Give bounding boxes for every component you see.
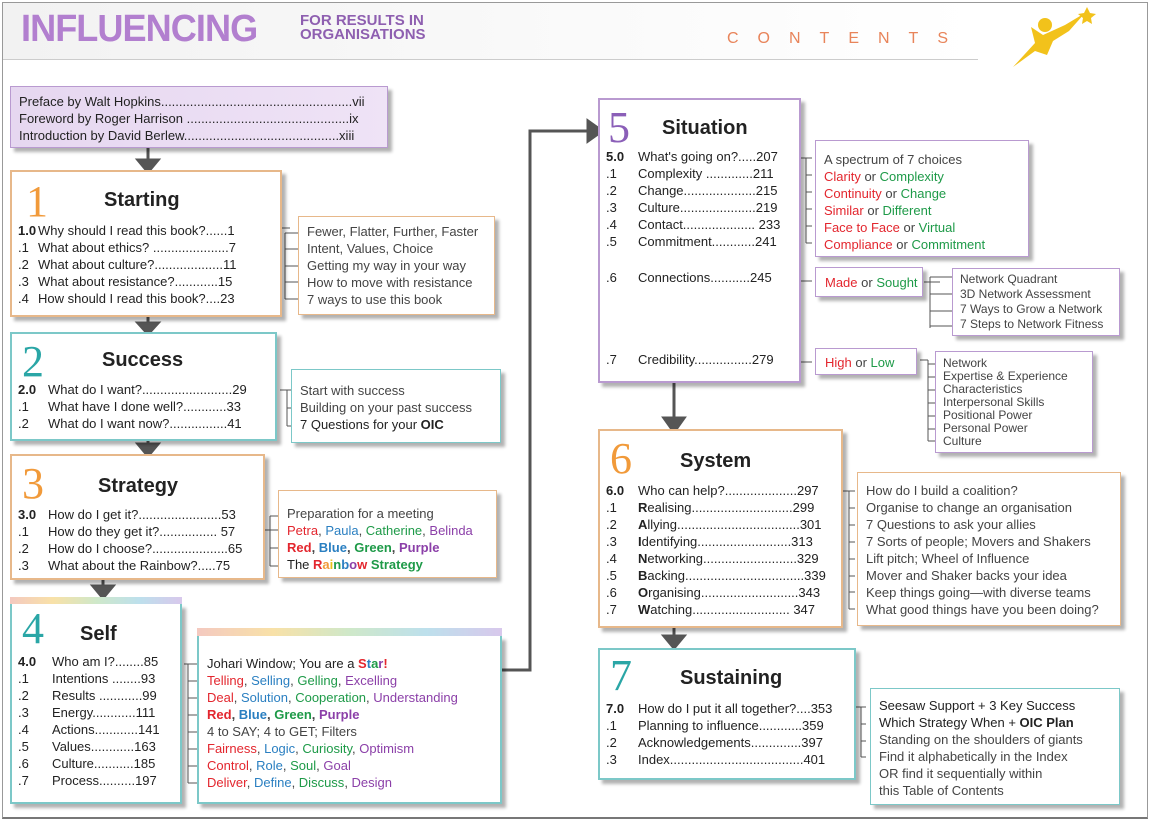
introduction-entry[interactable]: Introduction by David Berlew...........................................xiii (19, 128, 355, 143)
note: Start with success (300, 383, 405, 398)
note: Telling, Selling, Gelling, Excelling (207, 673, 398, 688)
credibility-item: Culture (943, 434, 982, 448)
note: Lift pitch; Wheel of Influence (866, 551, 1030, 566)
credibility-item: Characteristics (943, 382, 1023, 396)
note: Standing on the shoulders of giants (879, 732, 1083, 747)
section-2-box: 2 Success 2.0 What do I want?.........................29 .1 What have I done well?............33 .2 What do I want now?................41 (10, 332, 277, 441)
network-item: 7 Steps to Network Fitness (960, 317, 1104, 331)
section-4-notes (197, 636, 502, 804)
choice-pair: Face to Face or Virtual (824, 220, 956, 235)
note: 7 Sorts of people; Movers and Shakers (866, 534, 1091, 549)
credibility-box (815, 348, 917, 375)
note: Building on your past success (300, 400, 472, 415)
section-6-notes (857, 472, 1121, 626)
section-number: 3 (22, 459, 44, 508)
note: Made or Sought (825, 275, 918, 290)
section-number: 2 (22, 337, 44, 386)
note: Find it alphabetically in the Index (879, 749, 1068, 764)
choice-pair: Similar or Different (824, 203, 932, 218)
note: Johari Window; You are a Star! (207, 656, 388, 671)
note: 7 Questions for your OIC (300, 417, 444, 432)
section-title: Success (102, 349, 184, 371)
note: Red, Blue, Green, Purple (287, 540, 440, 555)
section-1-box: 1 Starting 1.0 Why should I read this book?......1 .1 What about ethics? .....................7 .2 What about culture?...................11 .3 What about resistance?............15 .4 How should I read this book?....23 (10, 170, 282, 317)
network-item: Network Quadrant (960, 272, 1058, 286)
note: Intent, Values, Choice (307, 241, 434, 256)
section-1-notes (298, 216, 495, 315)
note: How to move with resistance (307, 275, 473, 290)
note: Control, Role, Soul, Goal (207, 758, 351, 773)
rainbow-bar (197, 628, 502, 636)
note: Mover and Shaker backs your idea (866, 568, 1067, 583)
note: High or Low (825, 355, 895, 370)
note: A spectrum of 7 choices (824, 152, 963, 167)
section-7-notes (870, 688, 1120, 805)
note: Which Strategy When + OIC Plan (879, 715, 1074, 730)
section-title: System (680, 450, 752, 472)
note: this Table of Contents (879, 783, 1004, 798)
note: Red, Blue, Green, Purple (207, 707, 360, 722)
note: How do I build a coalition? (866, 483, 1018, 498)
network-box (952, 268, 1120, 336)
section-4-box: 4 Self 4.0 Who am I?........85 .1 Intentions ........93 .2 Results ............99 .3 Energy............111 .4 Actions............141 .5 Values............163 .6 Culture...........185 .7 Process..........197 (10, 604, 182, 804)
credibility-item: Interpersonal Skills (943, 395, 1045, 409)
credibility-item: Expertise & Experience (943, 369, 1068, 383)
section-5-notes (815, 140, 1029, 257)
section-5-box: 5 Situation 5.0 What's going on?.....207 .1 Complexity .............211 .2 Change....................215 .3 Culture.....................219 .4 Contact.................... 233 .5 Commitment............241 .6 Connections...........245 .7 Credibility................279 (598, 98, 801, 383)
note: 4 to SAY; 4 to GET; Filters (207, 724, 357, 739)
book-title: INFLUENCING (21, 8, 258, 50)
section-title: Situation (662, 117, 748, 139)
section-3-box: 3 Strategy 3.0 How do I get it?.......................53 .1 How do they get it?................ 57 .2 How do I choose?.....................65 .3 What about the Rainbow?.....75 (10, 454, 265, 580)
section-7-box: 7 Sustaining 7.0 How do I put it all together?....353 .1 Planning to influence............359 .2 Acknowledgements..............397 .3 Index.....................................401 (598, 648, 856, 780)
note: 7 ways to use this book (307, 292, 443, 307)
section-number: 1 (26, 177, 48, 226)
section-2-notes (291, 369, 501, 443)
note: Seesaw Support + 3 Key Success (879, 698, 1076, 713)
intro-box (10, 86, 388, 148)
note: Keep things going—with diverse teams (866, 585, 1091, 600)
section-6-box: 6 System 6.0 Who can help?....................297 .1 Realising............................299 .2 Allying..................................301 .3 Identifying..........................313 .4 Networking..........................329 .5 Backing.................................339 .6 Organising...........................343 .7 Watching........................... 347 (598, 429, 843, 628)
section-title: Sustaining (680, 667, 783, 689)
choice-pair: Continuity or Change (824, 186, 947, 201)
book-subtitle: FOR RESULTS IN ORGANISATIONS (300, 12, 426, 43)
note: 7 Questions to ask your allies (866, 517, 1036, 532)
note: What good things have you been doing? (866, 602, 1099, 617)
note: Preparation for a meeting (287, 506, 434, 521)
note: The Rainbow Strategy (287, 557, 423, 572)
connections-box (815, 267, 923, 297)
note: Deliver, Define, Discuss, Design (207, 775, 393, 790)
note: Deal, Solution, Cooperation, Understanding (207, 690, 458, 705)
credibility-item: Personal Power (943, 421, 1028, 435)
foreword-entry[interactable]: Foreword by Roger Harrison .............................................ix (19, 111, 359, 126)
preface-entry[interactable]: Preface by Walt Hopkins.....................................................vii (19, 94, 365, 109)
credibility-item: Positional Power (943, 408, 1033, 422)
note: Fewer, Flatter, Further, Faster (307, 224, 479, 239)
section-title: Strategy (98, 475, 179, 497)
choice-pair: Compliance or Commitment (824, 237, 986, 252)
note: Getting my way in your way (307, 258, 466, 273)
section-title: Starting (104, 189, 180, 211)
note: Petra, Paula, Catherine, Belinda (287, 523, 473, 538)
section-number: 5 (608, 103, 630, 152)
section-number: 6 (610, 434, 632, 483)
note: Organise to change an organisation (866, 500, 1072, 515)
choice-pair: Clarity or Complexity (824, 169, 944, 184)
note: OR find it sequentially within (879, 766, 1043, 781)
credibility-list (935, 351, 1093, 453)
contents-heading: CONTENTS (727, 30, 967, 47)
section-number: 7 (610, 651, 632, 700)
section-3-notes (278, 490, 497, 578)
credibility-item: Network (943, 356, 988, 370)
network-item: 3D Network Assessment (960, 287, 1091, 301)
network-item: 7 Ways to Grow a Network (960, 302, 1103, 316)
note: Fairness, Logic, Curiosity, Optimism (207, 741, 415, 756)
section-title: Self (80, 623, 117, 645)
section-number: 4 (22, 604, 44, 653)
